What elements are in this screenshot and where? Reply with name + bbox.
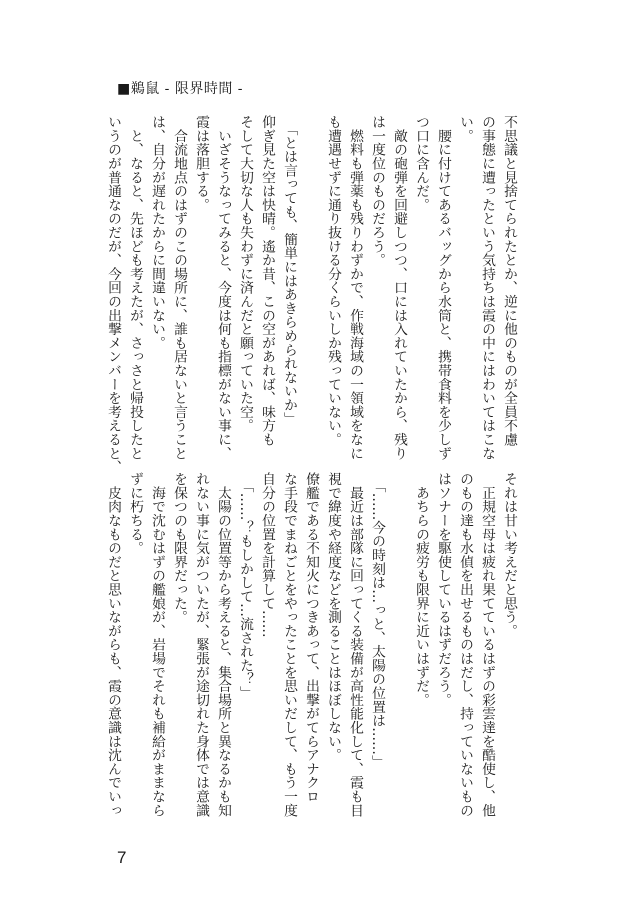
text-line: 海で沈むはずの艦娘が、岩場でそれも補給がままなら bbox=[149, 472, 165, 817]
text-line: つ口に含んだ。 bbox=[413, 115, 429, 212]
text-line: れない事に気がついたが、緊張が途切れた身体では意識 bbox=[193, 472, 209, 817]
text-line: そして大切な人も失わずに済んだと願っていた空。 bbox=[237, 115, 253, 433]
text-line: は、自分が遅れたからに間違いない。 bbox=[149, 115, 165, 350]
text-line: それは甘い考えだと思う。 bbox=[501, 472, 517, 638]
text-line: いざそうなってみると、今度は何も指標がない事に、 bbox=[215, 115, 231, 460]
text-line: 霞は落胆する。 bbox=[193, 115, 209, 212]
blank-line bbox=[388, 472, 410, 832]
text-line: 腰に付けてあるバッグから水筒と、携帯食料を少しず bbox=[435, 115, 451, 460]
text-line: 「……今の時刻は…っと、太陽の位置は……」 bbox=[369, 472, 385, 769]
text-line: 自分の位置を計算して…… bbox=[259, 472, 275, 638]
text-line: 不思議と見捨てられたとか、逆に他のものが全員不慮 bbox=[501, 115, 517, 447]
text-line: はソナーを駆使しているはずだろう。 bbox=[435, 472, 451, 707]
text-line: い。 bbox=[457, 115, 473, 143]
text-line: 仰ぎ見た空は快晴。遙か昔、この空があれば、味方も bbox=[259, 115, 275, 447]
text-line: 合流地点のはずのこの場所に、誰も居ないと言うこと bbox=[171, 115, 187, 460]
text-line: 敵の砲弾を回避しつつ、口には入れていたから、残り bbox=[391, 115, 407, 460]
text-line: を保つのも限界だった。 bbox=[171, 472, 187, 624]
text-line: 最近は部隊に回ってくる装備が高性能化して、霞も目 bbox=[347, 472, 363, 817]
text-line: いうのが普通なのだが、今回の出撃メンバーを考えると、 bbox=[105, 115, 121, 474]
text-line: 視で緯度や経度などを測ることはほぼしない。 bbox=[325, 472, 341, 762]
text-line: 「……？もしかして…流された？」 bbox=[237, 472, 253, 700]
text-line: 皮肉なものだと思いながらも、霞の意識は沈んでいっ bbox=[105, 472, 121, 817]
text-line: 太陽の位置等から考えると、集合場所と異なるかも知 bbox=[215, 472, 231, 817]
text-line: 僚艦である不知火につきあって、出撃がてらアナクロ bbox=[303, 472, 319, 804]
blank-line bbox=[300, 115, 322, 455]
text-line: も遭遇せずに通り抜ける分くらいしか残っていない。 bbox=[325, 115, 341, 447]
text-line: な手段でまねごとをやったことを思いだして、もう一度 bbox=[281, 472, 297, 817]
text-line: と、なると、先ほども考えたが、さっさと帰投したと bbox=[127, 115, 143, 460]
text-block-bottom bbox=[102, 472, 520, 832]
text-line: あちらの疲労も限界に近いはずだ。 bbox=[413, 472, 429, 707]
text-line: 「とは言っても、簡単にはあきらめられないか」 bbox=[281, 115, 297, 426]
running-header: ■鵜鼠 - 限界時間 - bbox=[117, 81, 244, 97]
text-line: は一度位のものだろう。 bbox=[369, 115, 385, 267]
text-block-top bbox=[102, 115, 520, 474]
text-line: 燃料も弾薬も残りわずかで、作戦海域の一領域をなに bbox=[347, 115, 363, 460]
text-line: 正規空母は疲れ果てているはずの彩雲達を酷使し、他 bbox=[479, 472, 495, 817]
text-line: のもの達も水偵を出せるものはだし、持っていないもの bbox=[457, 472, 473, 817]
text-line: ずに朽ちる。 bbox=[127, 472, 143, 555]
page-number: 7 bbox=[117, 848, 127, 867]
text-line: の事態に遭ったという気持ちは霞の中にはわいてはこな bbox=[479, 115, 495, 460]
